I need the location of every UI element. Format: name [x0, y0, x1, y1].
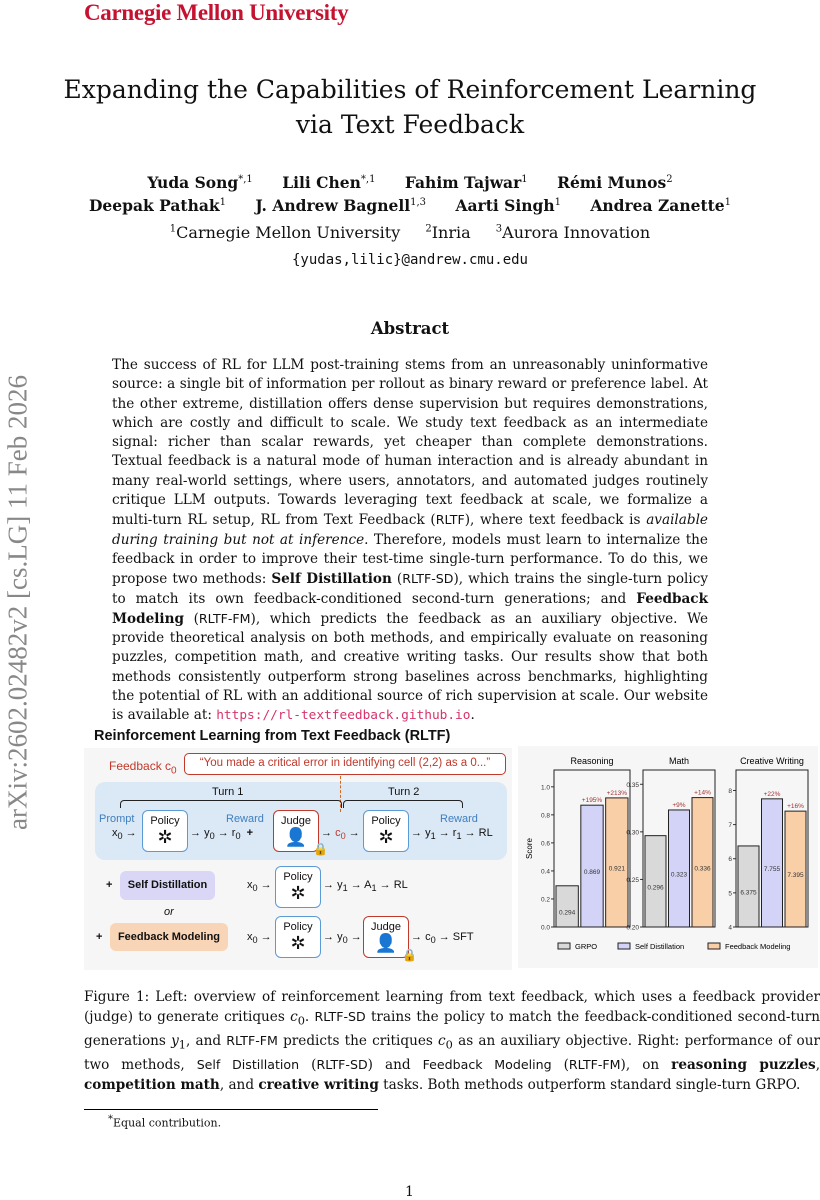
- reward-label: Reward: [226, 813, 264, 825]
- author: Deepak Pathak$^1$: [88, 196, 227, 215]
- affiliation: $^2$Inria: [425, 223, 471, 242]
- x0-fm: $x_0$ →: [247, 931, 272, 946]
- bar-value-label: 0.921: [608, 865, 625, 873]
- y-tick-label: 0.25: [626, 876, 639, 884]
- panel-title: Reasoning: [570, 756, 614, 766]
- y-tick-label: 0.0: [540, 924, 550, 932]
- legend-swatch: [618, 943, 630, 949]
- legend-label: Feedback Modeling: [725, 942, 791, 951]
- bar-feedback-modeling: [692, 798, 713, 927]
- c0-sft: → $c_0$ → SFT: [411, 931, 474, 946]
- gain-label: +22%: [763, 790, 781, 798]
- policy-box-turn-2: Policy ✲: [363, 810, 409, 852]
- bar-value-label: 0.869: [583, 869, 601, 877]
- bar-value-label: 0.296: [647, 884, 664, 892]
- gain-label: +9%: [672, 801, 686, 809]
- bar-value-label: 7.395: [787, 872, 804, 880]
- abstract-heading: Abstract: [370, 319, 450, 338]
- policy-box-sd: Policy ✲: [275, 866, 321, 908]
- abstract-body: The success of RL for LLM post-training stems from an unreasonably uninformative source: a single bit of information per rollout as binary reward or preference label. At the other extreme, distillation offers dense supervision but requires demonstrations, which are costly and difficult to scale. We study text feedback as an intermediate signal: richer than scalar rewards, yet cheaper than complete demonstrations. Textual feedback is a natural mode of human interaction and is already abundant in many real-world settings, where users, annotators, and automated judges routinely critique LLM outputs. Towards leveraging text feedback at scale, we formalize a multi-turn RL setup, RL from Text Feedback (RLTF), where text feedback is available during training but not at inference. Therefore, models must learn to internalize the feedback in order to improve their test-time single-turn performance. To do this, we propose two methods: Self Distillation (RLTF-SD), which trains the single-turn policy to match its own feedback-conditioned second-turn generations; and Feedback Modeling (RLTF-FM), which predicts the feedback as an auxiliary objective. We provide theoretical analysis on both methods, and empirically evaluate on reasoning puzzles, competition math, and creative writing tasks. Our results show that both methods consistently outperform strong baselines across benchmarks, highlighting the potential of RL with an additional source of rich supervision at scale. Our website is available at: https://rl-textfeedback.github.io.: [112, 357, 709, 724]
- y-tick-label: 4: [728, 924, 732, 932]
- y1-r1-rl: → $y_1 \to r_1$ → RL: [411, 827, 493, 842]
- person-icon: 👤: [374, 933, 398, 953]
- bar-value-label: 0.323: [670, 871, 688, 879]
- lock-icon: 🔒: [313, 842, 328, 856]
- turn-2-label: Turn 2: [388, 786, 420, 798]
- website-link[interactable]: https://rl-textfeedback.github.io: [216, 708, 471, 724]
- turn-1-label: Turn 1: [212, 786, 244, 798]
- self-distillation-pill: Self Distillation: [120, 871, 215, 900]
- y-tick-label: 8: [728, 787, 732, 795]
- y-tick-label: 0.35: [626, 781, 639, 789]
- bar-self-distillation: [762, 799, 783, 927]
- y1-a1-rl: → $y_1 \to A_1$ → RL: [323, 879, 408, 894]
- y0-r0: → $y_0 \to r_0$ +: [190, 827, 254, 842]
- y-tick-label: 0.2: [540, 896, 550, 904]
- bar-value-label: 0.336: [694, 865, 711, 873]
- legend-swatch: [708, 943, 720, 949]
- y-tick-label: 1.0: [540, 784, 550, 792]
- y-tick-label: 0.8: [540, 812, 550, 820]
- policy-box-fm: Policy ✲: [275, 916, 321, 958]
- footnote: *Equal contribution.: [108, 1114, 222, 1130]
- gain-label: +16%: [787, 803, 804, 811]
- author-line-1: [60, 173, 760, 192]
- lock-icon: 🔒: [402, 948, 417, 962]
- bar-value-label: 7.755: [763, 865, 781, 873]
- feedback-label: Feedback $c_0$: [109, 759, 177, 777]
- author: Lili Chen$^{*,1}$: [282, 173, 376, 192]
- author-line-2: [60, 196, 760, 215]
- reward-label-2: Reward: [440, 813, 478, 825]
- author: Fahim Tajwar$^1$: [404, 173, 528, 192]
- bar-self-distillation: [581, 805, 603, 927]
- network-icon: ✲: [157, 827, 173, 847]
- turn-1-brace: [120, 800, 342, 808]
- y-tick-label: 0.20: [626, 924, 639, 932]
- bar-grpo: [556, 886, 578, 927]
- judge-box-fm: Judge 👤: [363, 916, 409, 958]
- y-tick-label: 7: [728, 822, 732, 830]
- cmu-logo: Carnegie Mellon University: [84, 0, 349, 25]
- bar-grpo: [645, 836, 666, 927]
- gain-label: +213%: [606, 789, 628, 797]
- legend-label: GRPO: [575, 942, 598, 951]
- x0: $x_0$ →: [112, 827, 137, 842]
- bar-self-distillation: [669, 810, 690, 927]
- legend-swatch: [558, 943, 570, 949]
- results-bar-chart: [518, 746, 818, 968]
- or-label: or: [164, 906, 174, 918]
- bar-grpo: [738, 846, 759, 927]
- y-tick-label: 6: [728, 856, 732, 864]
- y-tick-label: 5: [728, 890, 732, 898]
- y-axis-label: Score: [525, 838, 534, 859]
- diagram-title: Reinforcement Learning from Text Feedback (RLTF): [94, 728, 451, 744]
- y-tick-label: 0.6: [540, 840, 550, 848]
- feedback-modeling-pill: Feedback Modeling: [110, 923, 228, 951]
- y-tick-label: 0.30: [626, 829, 639, 837]
- affiliations: [60, 223, 760, 242]
- plus-sign: +: [106, 879, 113, 891]
- author: Andrea Zanette$^1$: [590, 196, 732, 215]
- bar-value-label: 6.375: [740, 889, 757, 897]
- legend-label: Self Distillation: [635, 942, 685, 951]
- contact-email[interactable]: {yudas,lilic}@andrew.cmu.edu: [291, 252, 528, 268]
- bar-feedback-modeling: [785, 811, 806, 927]
- author: Rémi Munos$^2$: [557, 173, 673, 192]
- paper-title: Expanding the Capabilities of Reinforcement Learning via Text Feedback: [63, 75, 757, 139]
- gain-label: +195%: [581, 797, 603, 805]
- y0-fm: → $y_0$ →: [323, 931, 362, 946]
- plus-sign: +: [96, 931, 103, 943]
- arxiv-identifier: arXiv:2602.02482v2 [cs.LG] 11 Feb 2026: [2, 375, 33, 830]
- network-icon: ✲: [290, 933, 306, 953]
- bar-value-label: 0.294: [559, 909, 576, 917]
- author: Yuda Song$^{*,1}$: [147, 173, 253, 192]
- policy-box: Policy ✲: [142, 810, 188, 852]
- network-icon: ✲: [290, 883, 306, 903]
- author: Aarti Singh$^1$: [455, 196, 561, 215]
- x0-sd: $x_0$ →: [247, 879, 272, 894]
- network-icon: ✲: [378, 827, 394, 847]
- figure-caption: Figure 1: Left: overview of reinforcement learning from text feedback, which uses a feedback provider (judge) to generate critiques $c_0$. RLTF-SD trains the policy to match the feedback-conditioned second-turn generations $y_1$, and RLTF-FM predicts the critiques $c_0$ as an auxiliary objective. Right: performance of our two methods, Self Distillation (RLTF-SD) and Feedback Modeling (RLTF-FM), on reasoning puzzles, competition math, and creative writing tasks. Both methods outperform standard single-turn GRPO.: [84, 989, 820, 1093]
- judge-box: Judge 👤: [273, 810, 319, 852]
- person-icon: 👤: [284, 827, 308, 847]
- page-number: 1: [405, 1184, 414, 1200]
- footnote-divider: [84, 1109, 378, 1110]
- gain-label: +14%: [694, 789, 711, 797]
- panel-title: Creative Writing: [740, 756, 804, 766]
- affiliation: $^3$Aurora Innovation: [495, 223, 651, 242]
- rltf-diagram: [84, 726, 512, 970]
- affiliation: $^1$Carnegie Mellon University: [169, 223, 401, 242]
- bar-feedback-modeling: [606, 798, 628, 927]
- author: J. Andrew Bagnell$^{1,3}$: [255, 196, 427, 215]
- y-tick-label: 0.4: [540, 868, 550, 876]
- turn-2-brace: [343, 800, 463, 808]
- prompt-label: Prompt: [99, 813, 135, 825]
- panel-title: Math: [668, 756, 690, 766]
- feedback-quote-box: “You made a critical error in identifying cell (2,2) as a 0...”: [184, 753, 506, 775]
- c0-output: → $c_0$ →: [321, 827, 360, 842]
